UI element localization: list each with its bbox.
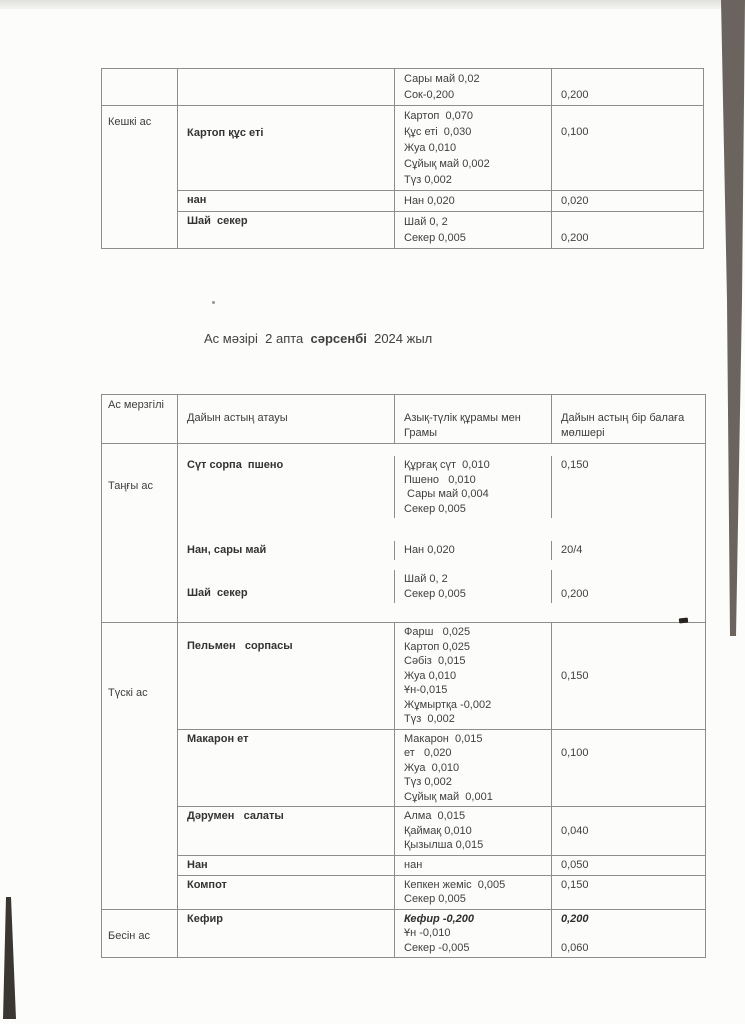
ingredients-cell [395, 212, 552, 248]
section-body [178, 623, 705, 909]
ingredient-line: Жуа 0,010 [404, 669, 457, 682]
dish-cell [178, 730, 395, 807]
portion-line: 0,150 [561, 878, 589, 891]
dish-name: Компот [187, 878, 227, 891]
ingredient-line: Фарш 0,025 [404, 626, 471, 638]
portion-line [561, 698, 696, 713]
portion-cell [552, 541, 705, 560]
ingredient-line: Ұн -0,010 [404, 927, 451, 939]
portion-line [561, 683, 696, 698]
portion-cell [552, 212, 703, 248]
meal-section [102, 909, 705, 958]
dish-cell [178, 541, 395, 560]
portion-line [561, 838, 696, 853]
portion-line [561, 108, 694, 124]
portion-cell [552, 191, 703, 211]
main-menu-table-body [102, 444, 705, 957]
portion-line: 0,200 [561, 232, 589, 244]
meal-section [102, 105, 703, 248]
dish-name: Дәрумен салаты [187, 810, 284, 822]
portion-line [561, 572, 696, 587]
dish-cell [178, 191, 395, 211]
ingredients-cell [395, 106, 552, 190]
dish-row [178, 190, 703, 211]
portion-cell [552, 730, 705, 807]
evening-menu-table [101, 68, 704, 249]
dish-name: Кефир [187, 912, 223, 925]
menu-title [204, 331, 432, 346]
ingredients-cell [395, 730, 552, 807]
portion-line: 0,150 [561, 459, 589, 471]
portion-cell [552, 456, 705, 518]
dish-row [178, 729, 705, 807]
meal-time-label: Кешкі ас [108, 116, 152, 128]
menu-title-prefix: Ас мәзірі 2 апта [204, 331, 311, 346]
ingredients-cell [395, 876, 552, 909]
portion-line [561, 214, 694, 230]
dish-row [178, 623, 705, 729]
portion-line [561, 625, 696, 640]
portion-line [561, 790, 696, 805]
portion-line: 20/4 [561, 544, 583, 556]
ink-speck [679, 618, 688, 624]
ingredient-line: Шай 0, 2 [404, 573, 448, 585]
portion-line [561, 487, 696, 502]
ingredient-line: Құс еті 0,030 [404, 126, 472, 138]
portion-line: 0,200 [561, 89, 589, 101]
dish-row [178, 806, 705, 855]
ingredient-line: Қызылша 0,015 [404, 839, 484, 851]
ingredients-cell [395, 541, 552, 560]
dish-cell [178, 910, 395, 958]
portion-cell [552, 623, 705, 729]
portion-line: 0,150 [561, 669, 589, 682]
menu-title-suffix: 2024 жыл [366, 331, 433, 346]
ingredient-line: Секер 0,005 [404, 587, 466, 600]
meal-time-label: Таңғы ас [108, 480, 154, 492]
portion-cell [552, 876, 705, 909]
portion-line [561, 809, 696, 824]
dish-name: Нан, сары май [187, 544, 267, 556]
header-composition: Азық-түлік құрамы мен Грамы [395, 395, 552, 443]
ingredient-line: Секер 0,005 [404, 893, 466, 905]
dish-cell [178, 106, 395, 190]
ingredient-line: Шай 0, 2 [404, 216, 448, 228]
portion-line [561, 71, 694, 87]
header-dish-name: Дайын астың атауы [178, 395, 395, 443]
meal-cell [102, 910, 178, 958]
ingredient-line: Сок-0,200 [404, 89, 455, 101]
portion-line [561, 473, 696, 488]
meal-cell [102, 623, 178, 909]
portion-line [561, 712, 696, 727]
section-body [178, 69, 703, 105]
ingredient-line: Нан 0,020 [404, 544, 455, 556]
small-dot-mark [212, 301, 215, 304]
portion-line: 0,100 [561, 126, 589, 138]
portion-line [561, 732, 696, 747]
main-table-header-row [102, 395, 705, 444]
dish-cell [178, 856, 395, 875]
dish-row [178, 855, 705, 875]
dish-row [178, 910, 705, 958]
portion-line: 0,050 [561, 858, 589, 871]
portion-line [561, 926, 696, 941]
ingredient-line: Жуа 0,010 [404, 142, 457, 154]
dish-row [178, 541, 705, 560]
ingredient-line: Сары май 0,02 [404, 73, 480, 85]
meal-cell [102, 69, 178, 105]
ingredient-line: Кепкен жеміс 0,005 [404, 878, 506, 891]
header-meal-time: Ас мерзгілі [102, 395, 178, 443]
ingredient-line: Макарон 0,015 [404, 732, 483, 745]
ingredient-line: Қаймақ 0,010 [404, 824, 472, 837]
ingredient-line: Жұмыртқа -0,002 [404, 698, 492, 711]
ingredients-cell [395, 807, 552, 855]
ingredient-line: Нан 0,020 [404, 195, 455, 207]
portion-line [561, 892, 696, 907]
ingredient-line: Кефир -0,200 [404, 912, 475, 925]
section-body [178, 106, 703, 248]
ingredient-line: Секер 0,005 [404, 232, 466, 244]
dish-cell [178, 807, 395, 855]
ingredient-line: Алма 0,015 [404, 810, 466, 822]
ingredients-cell [395, 856, 552, 875]
section-body [178, 910, 705, 958]
ingredient-line: Түз 0,002 [404, 174, 452, 186]
dish-row [178, 211, 703, 248]
dish-name: Нан [187, 858, 208, 871]
portion-line [561, 775, 696, 790]
ingredient-line: Ұн-0,015 [404, 684, 448, 696]
dish-cell [178, 456, 395, 518]
dish-name: Шай секер [187, 215, 248, 227]
meal-section [102, 444, 705, 622]
ingredient-line: Сұйық май 0,002 [404, 158, 490, 170]
portion-cell [552, 856, 705, 875]
portion-cell [552, 106, 703, 190]
ingredient-line: нан [404, 858, 423, 871]
portion-line: 0,040 [561, 824, 589, 837]
ingredients-cell [395, 456, 552, 518]
portion-line [561, 640, 696, 655]
evening-menu-table-body [102, 69, 703, 248]
dish-name: нан [187, 194, 207, 206]
meal-cell [102, 444, 178, 622]
meal-section [102, 69, 703, 105]
ingredient-line: Секер -0,005 [404, 941, 470, 954]
ingredients-cell [395, 910, 552, 958]
portion-line [561, 761, 696, 776]
dish-name: Макарон ет [187, 732, 249, 745]
dish-name: Сүт сорпа пшено [187, 459, 284, 471]
ingredient-line: Құрғақ сүт 0,010 [404, 459, 490, 471]
dish-name: Пельмен сорпасы [187, 640, 293, 652]
ingredient-line: Пшено 0,010 [404, 473, 476, 486]
main-menu-table [101, 394, 706, 958]
dish-cell [178, 623, 395, 729]
ingredient-line: Жуа 0,010 [404, 761, 460, 774]
portion-line: 0,100 [561, 747, 589, 759]
portion-cell [552, 570, 705, 603]
ingredient-line: Секер 0,005 [404, 502, 466, 515]
portion-line: 0,020 [561, 195, 589, 207]
ingredient-line: ет 0,020 [404, 747, 452, 759]
meal-time-label: Бесін ас [108, 929, 151, 942]
dish-row [178, 456, 705, 518]
ingredient-line: Картоп 0,070 [404, 110, 474, 122]
header-per-child: Дайын астың бір балаға мөлшері [561, 412, 685, 439]
portion-line [561, 172, 694, 188]
portion-cell [552, 910, 705, 958]
portion-cell [552, 69, 703, 105]
dish-name: Картоп құс еті [187, 127, 264, 139]
ingredients-cell [395, 570, 552, 603]
dish-cell [178, 69, 395, 105]
dish-cell [178, 212, 395, 248]
portion-line [561, 140, 694, 156]
dish-row [178, 875, 705, 909]
portion-line [561, 502, 696, 517]
dish-row [178, 570, 705, 603]
meal-time-label: Түскі ас [108, 687, 148, 699]
portion-line [561, 156, 694, 172]
section-body [178, 444, 705, 622]
ingredient-line: Сұйық май 0,001 [404, 790, 493, 803]
dish-cell [178, 876, 395, 909]
portion-cell [552, 807, 705, 855]
ingredient-line: Картоп 0,025 [404, 640, 470, 653]
ingredients-cell [395, 69, 552, 105]
scanner-edge-top [0, 0, 745, 9]
ingredients-cell [395, 623, 552, 729]
dish-cell [178, 570, 395, 603]
ingredient-line: Түз 0,002 [404, 713, 455, 725]
menu-title-day: сәрсенбі [310, 331, 367, 346]
meal-section [102, 622, 705, 909]
meal-cell [102, 106, 178, 248]
portion-line [561, 654, 696, 669]
ingredients-cell [395, 191, 552, 211]
dish-row [178, 106, 703, 190]
portion-line: 0,200 [561, 912, 589, 925]
ingredient-line: Сары май 0,004 [404, 488, 489, 500]
portion-line: 0,060 [561, 941, 589, 954]
dish-row [178, 69, 703, 105]
dish-name: Шай секер [187, 587, 248, 599]
ingredient-line: Сәбіз 0,015 [404, 655, 466, 667]
ingredient-line: Түз 0,002 [404, 776, 452, 788]
portion-line: 0,200 [561, 587, 589, 600]
